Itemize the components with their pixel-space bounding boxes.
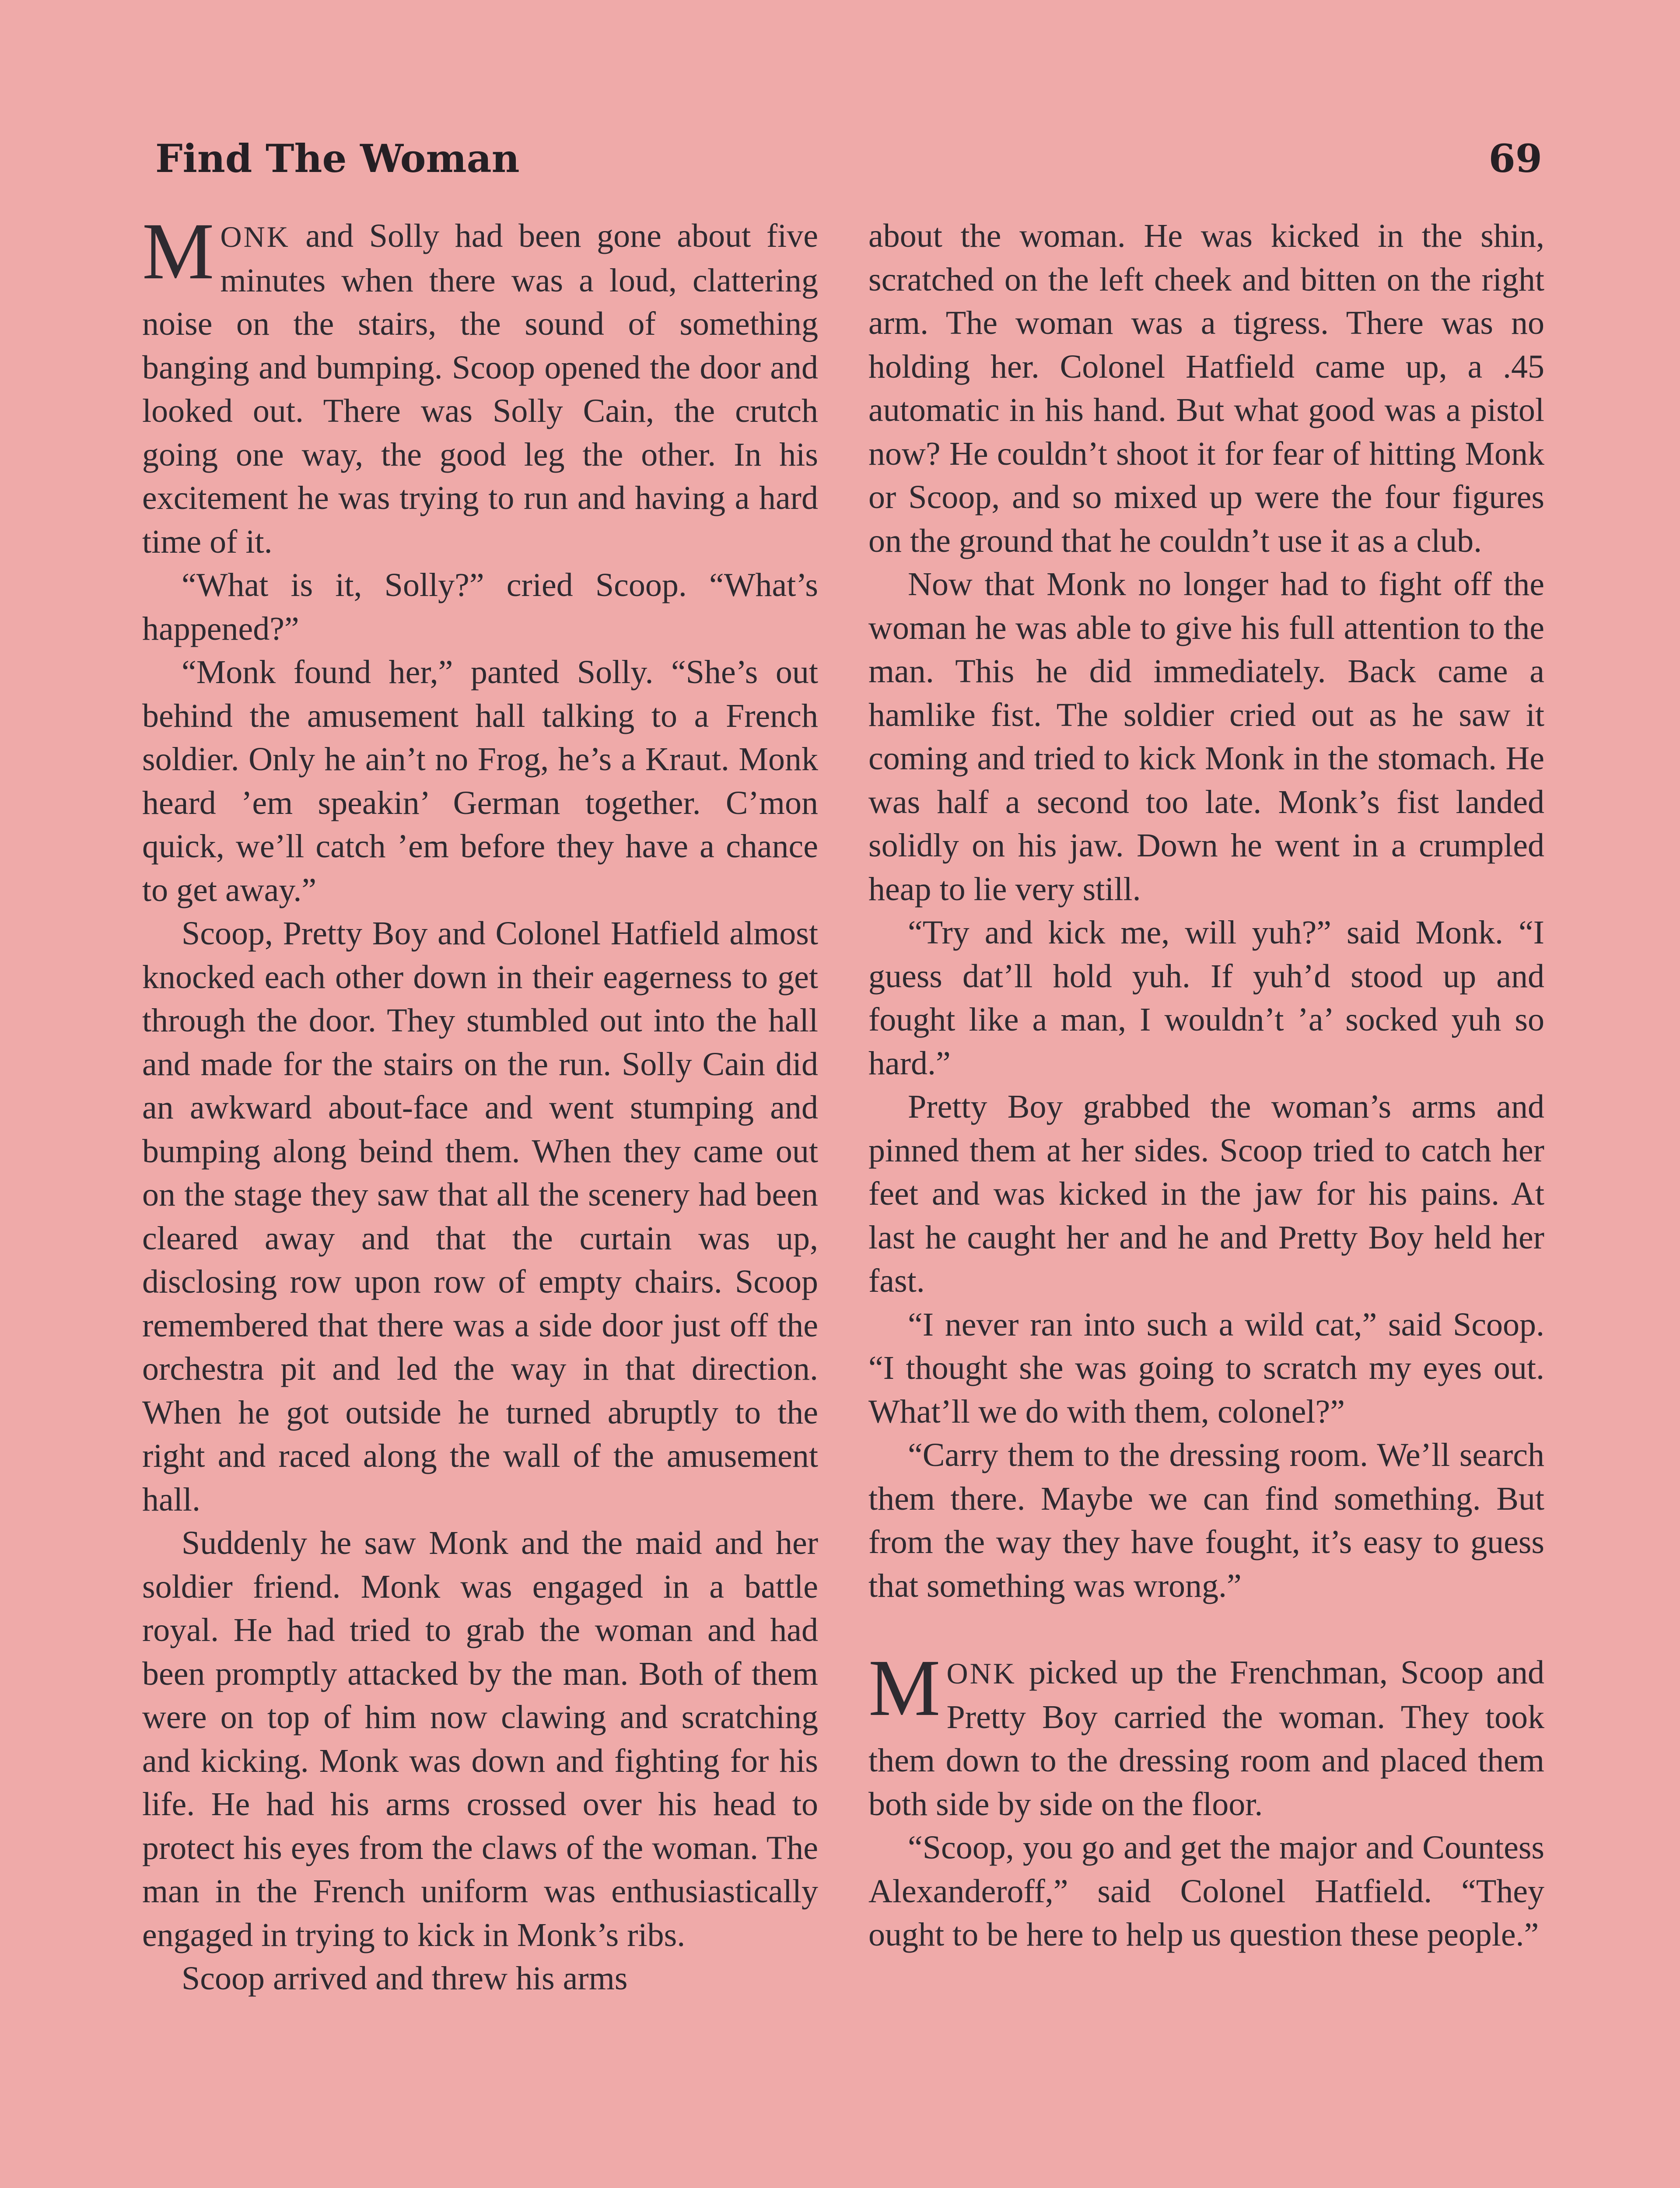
paragraph-1 bbox=[142, 207, 818, 564]
paragraph-2: Now that Monk no longer had to fight off the woman he was able to give his full attention to the man. This he did immediately. Back came a hamlike fist. The soldier cried out as he saw it coming and tried to kick Monk in the stomach. He was half a second too late. Monk’s fist landed solidly on his jaw. Down he went in a crumpled heap to lie very still. bbox=[868, 566, 1544, 908]
paragraph-4: Scoop, Pretty Boy and Colonel Hatfield almost knocked each other down in their eagerness to get through the door. They stumbled out into the hall and made for the stairs on the run. Solly Cain did an awkward about-face and went stumping and bumping along beind them. When they came out on the stage they saw that all the scenery had been cleared away and that the curtain was up, disclosing row upon row of empty chairs. Scoop remembered that there was a side door just off the orchestra pit and led the way in that direction. When he got outside he turned abruptly to the right and raced along the wall of the amusement hall. bbox=[142, 915, 818, 1518]
paragraph-5: “I never ran into such a wild cat,” said Scoop. “I thought she was going to scratch my eyes out. What’ll we do with them, colonel?” bbox=[868, 1306, 1544, 1430]
paragraph-text: picked up the Frenchman, Scoop and Pretty Boy carried the woman. They took them down to the dressing room and placed them both side by side on the floor. bbox=[868, 1654, 1544, 1823]
paragraph-6: “Carry them to the dressing room. We’ll search them there. Maybe we can find something. But from the way they have fought, it’s easy to guess that something was wrong.” bbox=[868, 1437, 1544, 1604]
drop-cap: M bbox=[868, 1643, 941, 1733]
paragraph-2: “What is it, Solly?” cried Scoop. “What’s happened?” bbox=[142, 567, 818, 647]
paragraph-3: “Monk found her,” panted Solly. “She’s out behind the amusement hall talking to a French soldier. Only he ain’t no Frog, he’s a Kraut. Monk heard ’em speakin’ German together. C’mon quick, we’ll catch ’em before they have a chance to get away.” bbox=[142, 654, 818, 908]
paragraph-1: about the woman. He was kicked in the shin, scratched on the left cheek and bitten on the right arm. The woman was a tigress. There was no holding her. Colonel Hatfield came up, a .45 automatic in his hand. But what good was a pistol now? He couldn’t shoot it for fear of hitting Monk or Scoop, and so mixed up were the four figures on the ground that he couldn’t use it as a club. bbox=[868, 217, 1544, 559]
left-column bbox=[142, 207, 818, 2001]
page-number: 69 bbox=[1488, 136, 1542, 181]
paragraph-4: Pretty Boy grabbed the woman’s arms and pinned them at her sides. Scoop tried to catch her feet and was kicked in the jaw for his pains. At last he caught her and he and Pretty Boy held her fast. bbox=[868, 1088, 1544, 1299]
paragraph-7 bbox=[868, 1643, 1544, 1826]
drop-cap: M bbox=[142, 207, 214, 296]
small-caps-word: ONK bbox=[220, 220, 290, 253]
page-header bbox=[155, 127, 1542, 197]
right-column bbox=[868, 214, 1544, 1957]
paragraph-text: and Solly had been gone about five minutes when there was a loud, clattering noise on the stairs, the sound of something banging and bumping. Scoop opened the door and looked out. There was Solly Cain, the crutch going one way, the good leg the other. In his excitement he was trying to run and having a hard time of it. bbox=[142, 217, 818, 560]
running-title: Find The Woman bbox=[155, 136, 520, 181]
paragraph-8: “Scoop, you go and get the major and Countess Alexanderoff,” said Colonel Hatfield. “They ought to be here to help us question these people.” bbox=[868, 1829, 1544, 1953]
paragraph-3: “Try and kick me, will yuh?” said Monk. “I guess dat’ll hold yuh. If yuh’d stood up and fought like a man, I wouldn’t ’a’ socked yuh so hard.” bbox=[868, 914, 1544, 1082]
paragraph-6: Scoop arrived and threw his arms bbox=[182, 1960, 628, 1997]
paragraph-5: Suddenly he saw Monk and the maid and her soldier friend. Monk was engaged in a battle royal. He had tried to grab the woman and had been promptly attacked by the man. Both of them were on top of him now clawing and scratching and kicking. Monk was down and fighting for his life. He had his arms crossed over his head to protect his eyes from the claws of the woman. The man in the French uniform was enthusiastically engaged in trying to kick in Monk’s ribs. bbox=[142, 1525, 818, 1953]
small-caps-word: ONK bbox=[946, 1657, 1016, 1690]
